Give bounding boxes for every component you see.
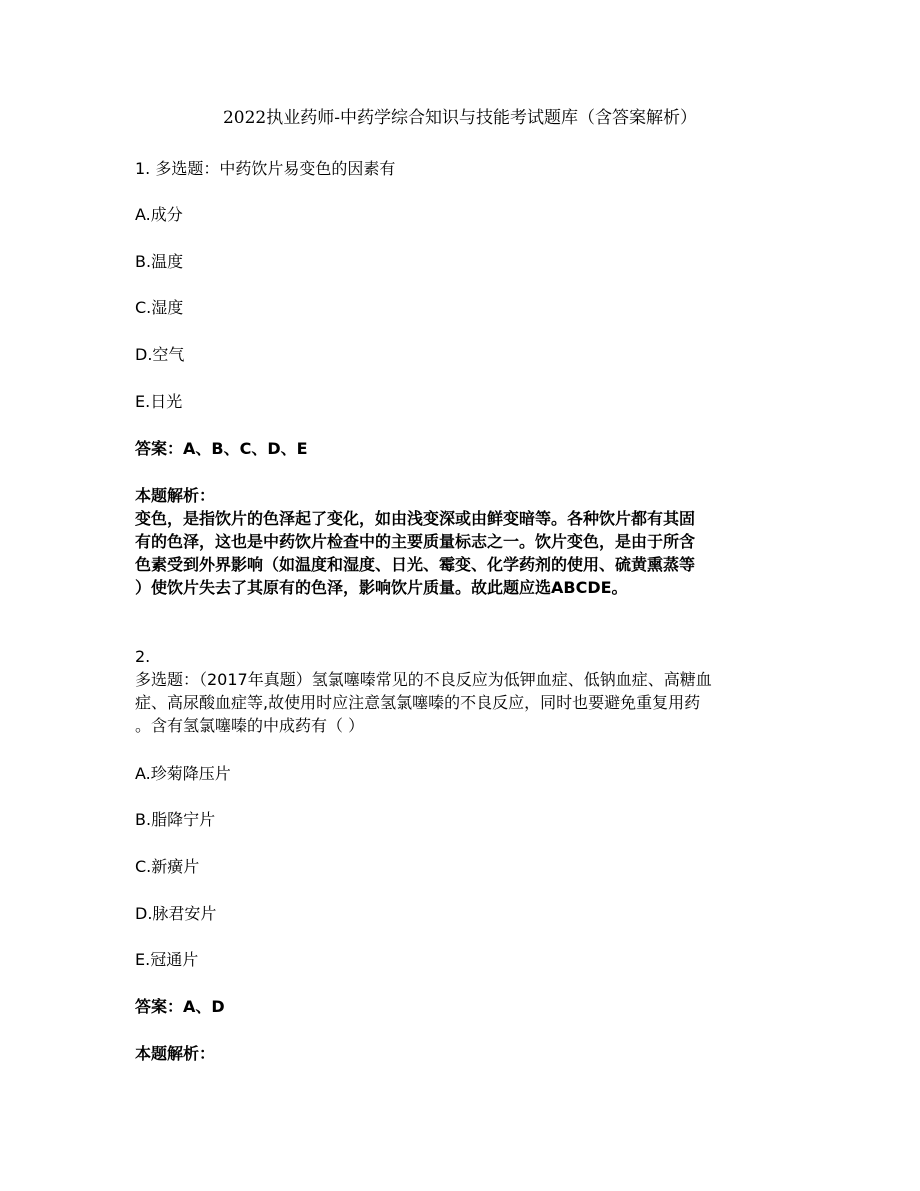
- question-1-option-b: B.温度: [135, 252, 184, 271]
- question-2-option-d: D.脉君安片: [135, 904, 217, 923]
- question-2-number: 2.: [135, 647, 151, 666]
- question-1-answer: 答案：A、B、C、D、E: [135, 439, 308, 458]
- question-1-stem: 1. 多选题：中药饮片易变色的因素有: [135, 159, 396, 178]
- stem-line: 。含有氢氯噻嗪的中成药有（ ）: [135, 716, 365, 735]
- question-2-analysis-label: 本题解析：: [135, 1044, 216, 1063]
- question-1-option-d: D.空气: [135, 345, 185, 364]
- analysis-line: ）使饮片失去了其原有的色泽，影响饮片质量。故此题应选ABCDE。: [135, 578, 628, 597]
- question-1-analysis-text: [135, 507, 785, 599]
- question-2-stem: [135, 668, 785, 737]
- question-2-option-c: C.新癀片: [135, 857, 200, 876]
- question-2-answer: 答案：A、D: [135, 997, 225, 1016]
- question-1-option-c: C.湿度: [135, 298, 184, 317]
- question-2-option-a: A.珍菊降压片: [135, 764, 231, 783]
- document-title: 2022执业药师-中药学综合知识与技能考试题库（含答案解析）: [222, 108, 697, 128]
- question-2-option-e: E.冠通片: [135, 950, 199, 969]
- question-2-option-b: B.脂降宁片: [135, 810, 216, 829]
- analysis-line: 有的色泽，这也是中药饮片检查中的主要质量标志之一。饮片变色，是由于所含: [135, 532, 696, 551]
- stem-line: 症、高尿酸血症等,故使用时应注意氢氯噻嗪的不良反应，同时也要避免重复用药: [135, 693, 701, 712]
- analysis-line: 变色，是指饮片的色泽起了变化，如由浅变深或由鲜变暗等。各种饮片都有其固: [135, 509, 696, 528]
- stem-line: 多选题：（2017年真题）氢氯噻嗪常见的不良反应为低钾血症、低钠血症、高糖血: [135, 670, 712, 689]
- analysis-line: 色素受到外界影响（如温度和湿度、日光、霉变、化学药剂的使用、硫黄熏蒸等: [135, 555, 696, 574]
- question-1-analysis-label: 本题解析：: [135, 486, 216, 505]
- question-1-option-a: A.成分: [135, 205, 183, 224]
- question-1-option-e: E.日光: [135, 392, 183, 411]
